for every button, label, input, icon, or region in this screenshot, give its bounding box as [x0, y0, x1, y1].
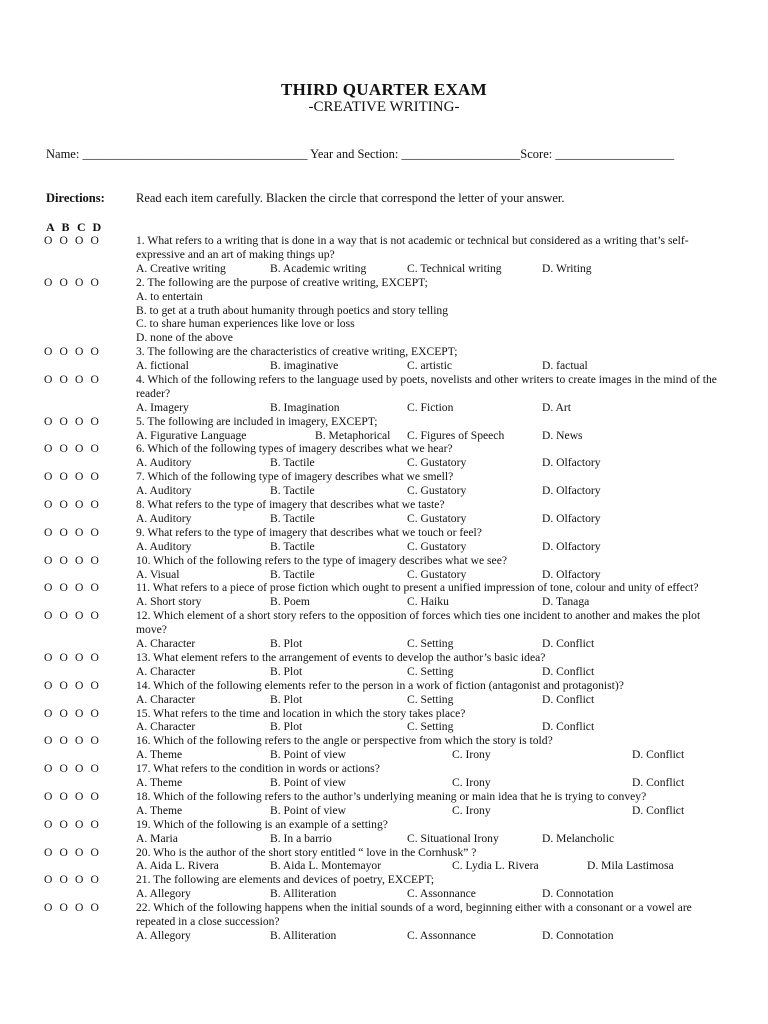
option-d: D. Art: [542, 400, 571, 414]
answer-circle-a[interactable]: O: [44, 275, 53, 289]
answer-circles: [44, 679, 106, 693]
option-c: C. Technical writing: [407, 261, 502, 275]
answer-options: [0, 776, 768, 790]
answer-circle-c[interactable]: O: [75, 762, 84, 776]
option-b: B. Plot: [270, 692, 303, 706]
answer-circle-b[interactable]: O: [59, 873, 68, 887]
question-text: 7. Which of the following type of imagery describes what we smell?: [136, 470, 454, 484]
answer-options: [0, 748, 768, 762]
option-c: C. Irony: [452, 776, 491, 790]
question-list: [0, 234, 768, 943]
option-a: A. Character: [136, 637, 196, 651]
answer-circle-c[interactable]: O: [75, 553, 84, 567]
question-item: [0, 679, 768, 707]
option-c: C. Irony: [452, 803, 491, 817]
question-text: 16. Which of the following refers to the angle or perspective from which the story is told?: [136, 734, 553, 748]
answer-circle-a[interactable]: O: [44, 581, 53, 595]
answer-circle-b[interactable]: O: [59, 609, 68, 623]
answer-circles: [44, 734, 106, 748]
question-item: [0, 581, 768, 609]
question-item: [0, 818, 768, 846]
answer-circle-c[interactable]: O: [75, 734, 84, 748]
list-option-d: D. none of the above: [136, 331, 233, 345]
answer-options: [0, 484, 768, 498]
option-c: C. Gustatory: [407, 456, 467, 470]
option-b: B. Alliteration: [270, 928, 337, 942]
option-c: C. artistic: [407, 359, 453, 373]
answer-circle-c[interactable]: O: [75, 372, 84, 386]
question-item: [0, 762, 768, 790]
answer-circle-c[interactable]: O: [75, 609, 84, 623]
answer-circle-b[interactable]: O: [59, 470, 68, 484]
answer-options: [0, 262, 768, 276]
option-d: D. Olfactory: [542, 511, 601, 525]
answer-circle-b[interactable]: O: [59, 734, 68, 748]
answer-circle-d[interactable]: O: [90, 678, 99, 692]
question-item: [0, 442, 768, 470]
option-a: A. Theme: [136, 803, 183, 817]
answer-circle-d[interactable]: O: [90, 414, 99, 428]
answer-circle-a[interactable]: O: [44, 901, 53, 915]
answer-circle-a[interactable]: O: [44, 789, 53, 803]
answer-circle-a[interactable]: O: [44, 345, 53, 359]
answer-circle-b[interactable]: O: [59, 414, 68, 428]
question-text: 14. Which of the following elements refer to the person in a work of fiction (antagonist and protagonist)?: [136, 678, 624, 692]
answer-circles: [44, 707, 106, 721]
answer-circle-b[interactable]: O: [59, 553, 68, 567]
answer-options: [0, 720, 768, 734]
answer-options: [0, 665, 768, 679]
answer-circles: [44, 373, 106, 387]
answer-circle-d[interactable]: O: [90, 873, 99, 887]
option-a: A. Maria: [136, 831, 178, 845]
option-a: A. Character: [136, 720, 196, 734]
answer-circle-d[interactable]: O: [90, 470, 99, 484]
answer-options: [0, 887, 768, 901]
option-d: D. Connotation: [542, 887, 614, 901]
question-text: 22. Which of the following happens when the initial sounds of a word, beginning either with a consonant or a vowel are repeated in a close succession?: [136, 901, 692, 929]
option-b: B. Poem: [270, 595, 310, 609]
option-d: D. Tanaga: [542, 595, 590, 609]
answer-options: [0, 456, 768, 470]
option-a: A. Short story: [136, 595, 202, 609]
option-b: B. Point of view: [270, 748, 347, 762]
answer-circles: [44, 234, 106, 248]
answer-circles: [44, 790, 106, 804]
question-text: 21. The following are elements and devices of poetry, EXCEPT;: [136, 873, 435, 887]
answer-circle-a[interactable]: O: [44, 498, 53, 512]
option-a: A. Auditory: [136, 511, 192, 525]
answer-circle-c[interactable]: O: [75, 345, 84, 359]
option-d: D. Conflict: [632, 803, 685, 817]
answer-circles: [44, 526, 106, 540]
answer-circle-b[interactable]: O: [59, 845, 68, 859]
option-b: B. Metaphorical: [315, 428, 391, 442]
option-b: B. Plot: [270, 637, 303, 651]
answer-circle-d[interactable]: O: [90, 498, 99, 512]
answer-options: [0, 540, 768, 554]
option-c: C. Situational Irony: [407, 831, 499, 845]
question-text: 10. Which of the following refers to the type of imagery describes what we see?: [136, 553, 507, 567]
answer-circle-c[interactable]: O: [75, 442, 84, 456]
question-text: 5. The following are included in imagery, EXCEPT;: [136, 414, 378, 428]
question-item: [0, 554, 768, 582]
option-a: A. Figurative Language: [136, 428, 247, 442]
answer-circle-c[interactable]: O: [75, 817, 84, 831]
option-a: A. Auditory: [136, 456, 192, 470]
column-b: B: [61, 220, 70, 234]
answer-circle-a[interactable]: O: [44, 734, 53, 748]
answer-options: [0, 929, 768, 943]
answer-options: [0, 693, 768, 707]
exam-title: THIRD QUARTER EXAM: [281, 80, 487, 99]
option-c: C. Setting: [407, 720, 454, 734]
question-item: [0, 734, 768, 762]
answer-circle-d[interactable]: O: [90, 845, 99, 859]
answer-circle-b[interactable]: O: [59, 234, 68, 247]
answer-circle-d[interactable]: O: [90, 762, 99, 776]
option-b: B. Tactile: [270, 567, 315, 581]
answer-options: [0, 401, 768, 415]
answer-circle-a[interactable]: O: [44, 372, 53, 386]
option-d: D. Conflict: [542, 664, 595, 678]
list-option-b: B. to get at a truth about humanity through poetics and story telling: [136, 303, 449, 317]
answer-options: [0, 804, 768, 818]
answer-circle-d[interactable]: O: [90, 525, 99, 539]
question-item: [0, 526, 768, 554]
answer-circles: [44, 470, 106, 484]
answer-column-header: [46, 220, 108, 235]
answer-circle-a[interactable]: O: [44, 845, 53, 859]
option-d: D. News: [542, 428, 583, 442]
answer-circle-c[interactable]: O: [75, 498, 84, 512]
answer-circle-a[interactable]: O: [44, 234, 53, 247]
answer-circles: [44, 901, 106, 915]
column-c: C: [77, 220, 86, 234]
answer-circle-c[interactable]: O: [75, 581, 84, 595]
answer-circle-d[interactable]: O: [90, 234, 99, 247]
answer-circle-a[interactable]: O: [44, 817, 53, 831]
question-item: [0, 651, 768, 679]
answer-circle-c[interactable]: O: [75, 650, 84, 664]
question-text: 1. What refers to a writing that is done in a way that is not academic or technical but considered as a writing that’s self-expressive and an art of making things up?: [136, 234, 689, 261]
option-c: C. Assonnance: [407, 887, 476, 901]
answer-circle-b[interactable]: O: [59, 372, 68, 386]
answer-options: [0, 429, 768, 443]
option-a: A. Creative writing: [136, 261, 226, 275]
name-section-score-line: Name: ____________________________________ Year and Section: ___________________Score: ___________________: [46, 147, 675, 161]
answer-circle-b[interactable]: O: [59, 650, 68, 664]
answer-circle-c[interactable]: O: [75, 414, 84, 428]
answer-circle-c[interactable]: O: [75, 706, 84, 720]
answer-circles: [44, 276, 106, 290]
question-item: [0, 707, 768, 735]
answer-circle-d[interactable]: O: [90, 789, 99, 803]
option-d: D. Olfactory: [542, 539, 601, 553]
answer-circle-b[interactable]: O: [59, 817, 68, 831]
answer-circles: [44, 554, 106, 568]
option-d: D. Olfactory: [542, 484, 601, 498]
question-text: 9. What refers to the type of imagery that describes what we touch or feel?: [136, 525, 482, 539]
option-a: A. Imagery: [136, 400, 189, 414]
answer-circles: [44, 846, 106, 860]
option-b: B. imaginative: [270, 359, 339, 373]
option-b: B. Imagination: [270, 400, 340, 414]
answer-circles: [44, 442, 106, 456]
answer-circle-a[interactable]: O: [44, 678, 53, 692]
option-a: A. Character: [136, 664, 196, 678]
option-c: C. Fiction: [407, 400, 454, 414]
option-c: C. Setting: [407, 692, 454, 706]
answer-circles: [44, 873, 106, 887]
answer-circles: [44, 818, 106, 832]
exam-subtitle: -CREATIVE WRITING-: [308, 99, 460, 115]
option-b: B. Tactile: [270, 456, 315, 470]
option-d: D. Conflict: [632, 776, 685, 790]
answer-circles: [44, 609, 106, 623]
option-c: C. Figures of Speech: [407, 428, 505, 442]
option-d: D. Olfactory: [542, 456, 601, 470]
answer-circle-a[interactable]: O: [44, 470, 53, 484]
option-c: C. Lydia L. Rivera: [452, 859, 539, 873]
question-text: 13. What element refers to the arrangement of events to develop the author’s basic idea?: [136, 650, 546, 664]
question-text: 15. What refers to the time and location in which the story takes place?: [136, 706, 466, 720]
question-item: [0, 470, 768, 498]
option-c: C. Setting: [407, 637, 454, 651]
answer-circle-a[interactable]: O: [44, 609, 53, 623]
answer-circle-d[interactable]: O: [90, 372, 99, 386]
answer-circles: [44, 651, 106, 665]
answer-circles: [44, 762, 106, 776]
option-a: A. Theme: [136, 776, 183, 790]
question-text: 17. What refers to the condition in words or actions?: [136, 762, 380, 776]
option-a: A. Auditory: [136, 539, 192, 553]
question-text: 20. Who is the author of the short story entitled “ love in the Cornhusk” ?: [136, 845, 477, 859]
option-a: A. Allegory: [136, 887, 191, 901]
answer-options: [0, 637, 768, 651]
question-text: 4. Which of the following refers to the language used by poets, novelists and other writers to create images in the mind of the reader?: [136, 372, 717, 400]
answer-circle-c[interactable]: O: [75, 525, 84, 539]
answer-circle-c[interactable]: O: [75, 873, 84, 887]
option-a: A. Visual: [136, 567, 180, 581]
directions-label: Directions:: [46, 191, 105, 205]
answer-circles: [44, 581, 106, 595]
question-text: 2. The following are the purpose of creative writing, EXCEPT;: [136, 275, 428, 289]
answer-circle-a[interactable]: O: [44, 414, 53, 428]
answer-circle-b[interactable]: O: [59, 442, 68, 456]
answer-circle-d[interactable]: O: [90, 345, 99, 359]
option-b: B. Tactile: [270, 484, 315, 498]
question-item: [0, 276, 768, 345]
answer-circle-c[interactable]: O: [75, 678, 84, 692]
question-text: 19. Which of the following is an example of a setting?: [136, 817, 388, 831]
answer-circle-c[interactable]: O: [75, 234, 84, 247]
question-text: 18. Which of the following refers to the author’s underlying meaning or main idea that he is trying to convey?: [136, 789, 647, 803]
answer-circle-b[interactable]: O: [59, 762, 68, 776]
answer-circle-a[interactable]: O: [44, 873, 53, 887]
answer-circle-b[interactable]: O: [59, 789, 68, 803]
option-a: A. Auditory: [136, 484, 192, 498]
option-c: C. Assonnance: [407, 928, 476, 942]
option-c: C. Setting: [407, 664, 454, 678]
answer-circle-d[interactable]: O: [90, 442, 99, 456]
option-b: B. Aida L. Montemayor: [270, 859, 382, 873]
option-d: D. Conflict: [542, 720, 595, 734]
directions-text: Read each item carefully. Blacken the circle that correspond the letter of your answer.: [136, 191, 565, 205]
option-b: B. Tactile: [270, 539, 315, 553]
answer-options: [0, 359, 768, 373]
option-b: B. In a barrio: [270, 831, 332, 845]
question-item: [0, 234, 768, 276]
list-option-a: A. to entertain: [136, 289, 203, 303]
answer-circle-d[interactable]: O: [90, 706, 99, 720]
answer-circle-d[interactable]: O: [90, 553, 99, 567]
answer-circle-d[interactable]: O: [90, 817, 99, 831]
answer-circles: [44, 345, 106, 359]
option-b: B. Plot: [270, 664, 303, 678]
question-item: [0, 345, 768, 373]
answer-circle-c[interactable]: O: [75, 470, 84, 484]
option-d: D. Connotation: [542, 928, 614, 942]
question-item: [0, 901, 768, 943]
answer-circle-b[interactable]: O: [59, 901, 68, 915]
option-d: D. Conflict: [542, 637, 595, 651]
option-a: A. Character: [136, 692, 196, 706]
answer-circle-b[interactable]: O: [59, 345, 68, 359]
option-d: D. Olfactory: [542, 567, 601, 581]
column-a: A: [46, 220, 55, 234]
option-b: B. Tactile: [270, 511, 315, 525]
option-c: C. Irony: [452, 748, 491, 762]
answer-options: [0, 512, 768, 526]
option-c: C. Gustatory: [407, 484, 467, 498]
answer-circles: [44, 415, 106, 429]
list-option-c: C. to share human experiences like love or loss: [136, 317, 355, 331]
answer-circle-d[interactable]: O: [90, 581, 99, 595]
answer-circle-c[interactable]: O: [75, 789, 84, 803]
option-b: B. Point of view: [270, 803, 347, 817]
answer-circle-b[interactable]: O: [59, 678, 68, 692]
option-c: C. Gustatory: [407, 511, 467, 525]
option-d: D. Conflict: [632, 748, 685, 762]
option-a: A. Theme: [136, 748, 183, 762]
option-b: B. Academic writing: [270, 261, 367, 275]
answer-circle-d[interactable]: O: [90, 650, 99, 664]
answer-options: [0, 595, 768, 609]
question-item: [0, 415, 768, 443]
answer-circle-b[interactable]: O: [59, 581, 68, 595]
question-item: [0, 373, 768, 415]
answer-options: [0, 832, 768, 846]
option-d: D. Conflict: [542, 692, 595, 706]
question-item: [0, 609, 768, 651]
question-item: [0, 846, 768, 874]
option-a: A. Allegory: [136, 928, 191, 942]
option-a: A. fictional: [136, 359, 189, 373]
option-b: B. Plot: [270, 720, 303, 734]
option-c: C. Gustatory: [407, 539, 467, 553]
answer-circle-d[interactable]: O: [90, 275, 99, 289]
column-d: D: [92, 220, 102, 234]
option-d: D. Writing: [542, 261, 592, 275]
answer-circle-a[interactable]: O: [44, 553, 53, 567]
option-c: C. Haiku: [407, 595, 449, 609]
answer-circle-b[interactable]: O: [59, 275, 68, 289]
answer-circle-a[interactable]: O: [44, 706, 53, 720]
question-text: 6. Which of the following types of imagery describes what we hear?: [136, 442, 453, 456]
option-a: A. Aida L. Rivera: [136, 859, 219, 873]
option-c: C. Gustatory: [407, 567, 467, 581]
option-d: D. Mila Lastimosa: [587, 859, 674, 873]
question-text: 12. Which element of a short story refers to the opposition of forces which ties one incident to another and makes the plot move?: [136, 609, 701, 637]
answer-circle-a[interactable]: O: [44, 442, 53, 456]
answer-circle-c[interactable]: O: [75, 845, 84, 859]
answer-circle-b[interactable]: O: [59, 706, 68, 720]
option-b: B. Point of view: [270, 776, 347, 790]
answer-circle-b[interactable]: O: [59, 525, 68, 539]
option-d: D. Melancholic: [542, 831, 615, 845]
answer-circle-d[interactable]: O: [90, 734, 99, 748]
answer-options: [0, 859, 768, 873]
option-b: B. Alliteration: [270, 887, 337, 901]
question-text: 11. What refers to a piece of prose fiction which ought to present a unified impression of tone, colour and unity of effect?: [136, 581, 699, 595]
option-d: D. factual: [542, 359, 588, 373]
question-text: 8. What refers to the type of imagery that describes what we taste?: [136, 498, 445, 512]
answer-options: [0, 568, 768, 582]
answer-circle-a[interactable]: O: [44, 762, 53, 776]
question-text: 3. The following are the characteristics of creative writing, EXCEPT;: [136, 345, 458, 359]
answer-list: [136, 290, 768, 346]
answer-circle-a[interactable]: O: [44, 650, 53, 664]
question-item: [0, 873, 768, 901]
directions: [46, 191, 736, 206]
answer-circle-a[interactable]: O: [44, 525, 53, 539]
answer-circle-c[interactable]: O: [75, 901, 84, 915]
question-item: [0, 790, 768, 818]
answer-circle-c[interactable]: O: [75, 275, 84, 289]
question-item: [0, 498, 768, 526]
answer-circle-d[interactable]: O: [90, 901, 99, 915]
answer-circle-b[interactable]: O: [59, 498, 68, 512]
answer-circles: [44, 498, 106, 512]
answer-circle-d[interactable]: O: [90, 609, 99, 623]
